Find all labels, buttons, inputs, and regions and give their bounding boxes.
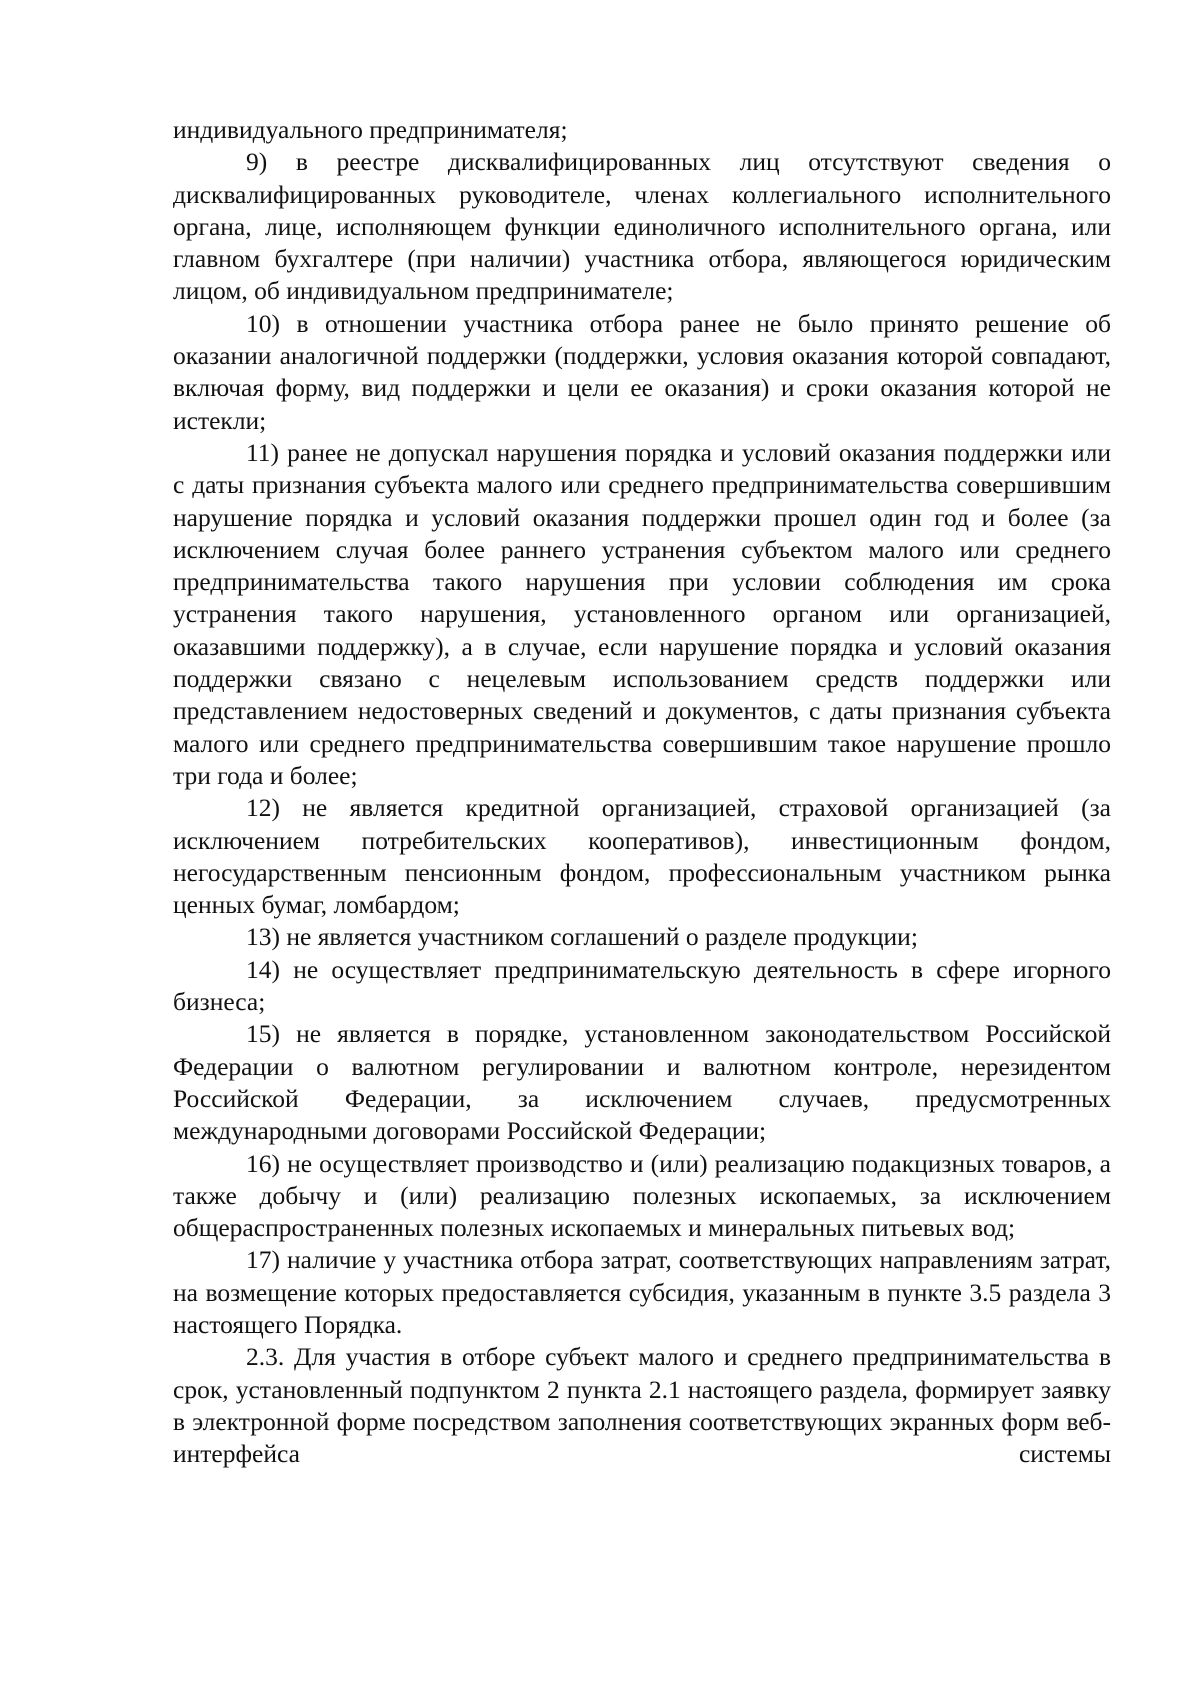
- paragraph-item-17: 17) наличие у участника отбора затрат, соответствующих направлениям затрат, на возмещение которых предоставляется субсидия, указанным в пункте 3.5 раздела 3 настоящего Порядка.: [173, 1245, 1111, 1339]
- paragraph-item-10: 10) в отношении участника отбора ранее не было принято решение об оказании аналогичной поддержки (поддержки, условия оказания которой совпадают, включая форму, вид поддержки и цели ее оказания) и сроки оказания которой не истекли;: [173, 308, 1111, 435]
- paragraph-item-9: 9) в реестре дисквалифицированных лиц отсутствуют сведения о дисквалифицированных руководителе, членах коллегиального исполнительного органа, лице, исполняющем функции единоличного исполнительного органа, или главном бухгалтере (при наличии) участника отбора, являющегося юридическим лицом, об индивидуальном предпринимателе;: [173, 147, 1111, 306]
- paragraph-item-15: 15) не является в порядке, установленном законодательством Российской Федерации о валютном регулировании и валютном контроле, нерезидентом Российской Федерации, за исключением случаев, предусмотренных международными договорами Российской Федерации;: [173, 1019, 1111, 1146]
- paragraph-item-16: 16) не осуществляет производство и (или) реализацию подакцизных товаров, а также добычу и (или) реализацию полезных ископаемых, за исключением общераспространенных полезных ископаемых и минеральных питьевых вод;: [173, 1148, 1111, 1243]
- paragraph-item-11: 11) ранее не допускал нарушения порядка и условий оказания поддержки или с даты признания субъекта малого или среднего предпринимательства совершившим нарушение порядка и условий оказания поддержки прошел один год и более (за исключением случая более раннего устранения субъектом малого или среднего предпринимательства такого нарушения при условии соблюдения им срока устранения такого нарушения, установленного органом или организацией, оказавшими поддержку), а в случае, если нарушение порядка и условий оказания поддержки связано с нецелевым использованием средств поддержки или представлением недостоверных сведений и документов, с даты признания субъекта малого или среднего предпринимательства совершившим такое нарушение прошло три года и более;: [173, 437, 1111, 790]
- paragraph-continuation: индивидуального предпринимателя;: [173, 115, 568, 144]
- paragraph-item-14: 14) не осуществляет предпринимательскую деятельность в сфере игорного бизнеса;: [173, 954, 1111, 1017]
- paragraph-item-12: 12) не является кредитной организацией, страховой организацией (за исключением потребительских кооперативов), инвестиционным фондом, негосударственным пенсионным фондом, профессиональным участником рынка ценных бумаг, ломбардом;: [173, 793, 1111, 920]
- paragraph-section-2-3: 2.3. Для участия в отборе субъект малого и среднего предпринимательства в срок, установленный подпунктом 2 пункта 2.1 настоящего раздела, формирует заявку в электронной форме посредством заполнения соответствующих экранных форм веб-интерфейса системы: [173, 1342, 1111, 1469]
- paragraph-item-13: 13) не является участником соглашений о разделе продукции;: [246, 922, 918, 952]
